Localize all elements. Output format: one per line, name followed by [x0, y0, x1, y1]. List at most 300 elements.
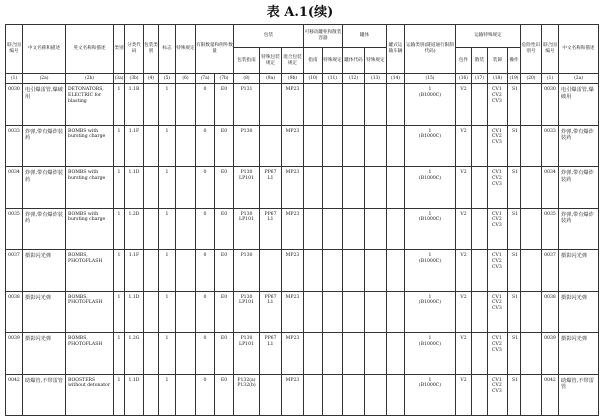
- column-number: (3b): [125, 74, 144, 84]
- cell-line: LP101: [239, 217, 254, 223]
- tank-special-cell: [323, 250, 343, 292]
- column-number: (13): [365, 74, 387, 84]
- classification-code-cell: 1.1D: [125, 374, 144, 416]
- limited-quantity-cell: 0: [196, 167, 215, 209]
- transport-category-cell-tc: 1: [428, 294, 432, 300]
- special-packages-cell: V2: [456, 374, 472, 416]
- cell-line: P130: [240, 170, 253, 175]
- chinese-name-cell: 摄影闪光弹: [23, 291, 66, 333]
- cell-line: CV3: [492, 140, 502, 146]
- tank-instruction-cell: [304, 291, 323, 333]
- tank-instruction-cell: [304, 125, 323, 167]
- chinese-name-repeat-cell: 助爆管,不带雷管: [559, 374, 599, 416]
- tank-instruction-cell: [304, 84, 323, 126]
- mixed-packing-cell: MP23: [282, 333, 304, 375]
- chinese-name-cell: 炸弹,带有爆炸装药: [23, 167, 66, 209]
- cell-line: CV3: [492, 389, 502, 395]
- special-operation-cell: S1: [508, 250, 521, 292]
- chinese-name-repeat-cell: 炸弹,带有爆炸装药: [559, 125, 599, 167]
- transport-category-cell: [405, 167, 456, 209]
- hazard-id-cell: [521, 333, 542, 375]
- tank-special-provision-cell: [365, 208, 387, 250]
- label-cell: 1: [159, 84, 176, 126]
- special-provisions-cell: [176, 167, 196, 209]
- cell-line: CV1: [492, 128, 502, 134]
- table-row: [6, 250, 599, 292]
- table-title: 表 A.1(续): [266, 5, 334, 20]
- transport-category-cell-tc: 1: [428, 377, 432, 383]
- special-packing-cell: [260, 125, 282, 167]
- header-un-number: 联合国编号: [6, 25, 23, 74]
- packing-instruction-cell: [234, 208, 260, 250]
- english-name-cell: BOMBS with bursting charge: [66, 125, 114, 167]
- english-name-cell: BOMBS, PHOTOFLASH: [66, 333, 114, 375]
- transport-category-cell-tc: 1: [428, 253, 432, 258]
- packing-instruction-cell: P131: [234, 84, 260, 126]
- header-bulk: 散装: [472, 48, 488, 74]
- column-number: (18): [488, 74, 508, 84]
- tank-instruction-cell: [304, 208, 323, 250]
- header-packaging: 包装: [234, 25, 304, 48]
- cell-line: CV2: [492, 300, 502, 306]
- transport-category-cell-tc: 1: [428, 128, 432, 134]
- special-provisions-cell: [176, 84, 196, 126]
- chinese-name-cell: 助爆管,不带雷管: [23, 374, 66, 416]
- classification-code-cell: 1.1F: [125, 125, 144, 167]
- limited-quantity-cell: 0: [196, 84, 215, 126]
- class-cell: 1: [114, 167, 125, 209]
- un-number-repeat-cell: 0039: [542, 333, 559, 375]
- column-number: (2a): [559, 74, 599, 84]
- transport-category-cell-tcode: (B1000C): [418, 258, 442, 264]
- special-packages-cell: V2: [456, 208, 472, 250]
- header-chinese-name-2: 中文名称和描述: [559, 25, 599, 74]
- label-cell: 1: [159, 250, 176, 292]
- column-number: (5): [159, 74, 176, 84]
- label-cell: 1: [159, 291, 176, 333]
- header-packages: 包件: [456, 48, 472, 74]
- transport-category-cell: [405, 374, 456, 416]
- special-bulk-cell: [472, 374, 488, 416]
- table-row: [6, 208, 599, 250]
- packing-instruction-cell: P130: [234, 125, 260, 167]
- excepted-quantity-cell: E0: [215, 84, 234, 126]
- special-provisions-cell: [176, 291, 196, 333]
- packing-group-cell: [144, 374, 159, 416]
- excepted-quantity-cell: E0: [215, 208, 234, 250]
- column-number: (20): [521, 74, 542, 84]
- cell-line: CV3: [492, 181, 502, 187]
- tank-special-provision-cell: [365, 374, 387, 416]
- chinese-name-repeat-cell: 摄影闪光弹: [559, 250, 599, 292]
- tank-special-provision-cell: [365, 167, 387, 209]
- tank-code-cell: [343, 291, 365, 333]
- special-loading-cell: [488, 84, 508, 126]
- mixed-packing-cell: MP23: [282, 250, 304, 292]
- chinese-name-repeat-cell: 摄影闪光弹: [559, 291, 599, 333]
- transport-category-cell: [405, 208, 456, 250]
- table-row: [6, 84, 599, 126]
- hazard-id-cell: [521, 374, 542, 416]
- header-tank-vehicle: 罐式运输车辆: [387, 25, 405, 74]
- special-operation-cell: S1: [508, 167, 521, 209]
- tank-instruction-cell: [304, 333, 323, 375]
- packing-group-cell: [144, 250, 159, 292]
- class-cell: 1: [114, 374, 125, 416]
- packing-instruction-cell: [234, 333, 260, 375]
- column-number: (3a): [114, 74, 125, 84]
- header-tank-special: 特殊规定: [323, 48, 343, 74]
- transport-category-cell-tcode: (B1000C): [418, 217, 442, 223]
- tank-special-provision-cell: [365, 333, 387, 375]
- special-bulk-cell: [472, 333, 488, 375]
- packing-instruction-cell: [234, 291, 260, 333]
- english-name-cell: BOMBS with bursting charge: [66, 167, 114, 209]
- tank-vehicle-cell: [387, 208, 405, 250]
- table-row: [6, 374, 599, 416]
- tank-vehicle-cell: [387, 333, 405, 375]
- transport-category-cell-tcode: (B1000C): [418, 134, 442, 140]
- label-cell: 1: [159, 333, 176, 375]
- cell-line: CV1: [492, 336, 502, 341]
- class-cell: 1: [114, 125, 125, 167]
- special-packing-cell: [260, 208, 282, 250]
- cell-line: L1: [267, 175, 274, 181]
- english-name-cell: BOMBS, PHOTOFLASH: [66, 291, 114, 333]
- chinese-name-cell: 炸弹,带有爆炸装药: [23, 208, 66, 250]
- tank-instruction-cell: [304, 250, 323, 292]
- transport-category-cell-tcode: (B1000C): [418, 175, 442, 181]
- column-number: (14): [387, 74, 405, 84]
- header-limited-quantities: 有限数量和例外数量: [196, 25, 234, 74]
- transport-category-cell-tcode: (B1000C): [418, 300, 442, 306]
- un-number-cell: 0039: [6, 333, 23, 375]
- cell-line: P132(a): [237, 377, 256, 383]
- special-provisions-cell: [176, 250, 196, 292]
- un-number-cell: 0037: [6, 250, 23, 292]
- classification-code-cell: 1.1D: [125, 291, 144, 333]
- class-cell: 1: [114, 208, 125, 250]
- column-number: (9a): [260, 74, 282, 84]
- excepted-quantity-cell: E0: [215, 291, 234, 333]
- chinese-name-repeat-cell: 炸弹,带有爆炸装药: [559, 167, 599, 209]
- cell-line: P132(b): [237, 383, 256, 389]
- header-special-provisions: 特殊规定: [176, 25, 196, 74]
- table-row: [6, 167, 599, 209]
- transport-category-cell: [405, 125, 456, 167]
- column-number: (10): [304, 74, 323, 84]
- un-number-cell: 0034: [6, 167, 23, 209]
- hazard-id-cell: [521, 167, 542, 209]
- special-bulk-cell: [472, 250, 488, 292]
- cell-line: CV3: [492, 223, 502, 229]
- english-name-cell: BOOSTERS without detonator: [66, 374, 114, 416]
- mixed-packing-cell: MP23: [282, 208, 304, 250]
- label-cell: 1: [159, 167, 176, 209]
- special-provisions-cell: [176, 125, 196, 167]
- cell-line: CV2: [492, 92, 502, 98]
- chinese-name-cell: 摄影闪光弹: [23, 333, 66, 375]
- column-number: (1): [6, 74, 23, 84]
- tank-code-cell: [343, 84, 365, 126]
- column-number: (7b): [215, 74, 234, 84]
- tank-special-cell: [323, 167, 343, 209]
- special-operation-cell: S1: [508, 333, 521, 375]
- cell-line: P130: [240, 336, 253, 341]
- special-provisions-cell: [176, 333, 196, 375]
- special-packages-cell: V2: [456, 84, 472, 126]
- header-tank-instructions: 指南: [304, 48, 323, 74]
- special-operation-cell: S1: [508, 125, 521, 167]
- cell-line: CV2: [492, 134, 502, 140]
- column-number: (12): [343, 74, 365, 84]
- chinese-name-repeat-cell: 电引爆雷管,爆破用: [559, 84, 599, 126]
- class-cell: 1: [114, 291, 125, 333]
- tank-instruction-cell: [304, 167, 323, 209]
- tank-special-provision-cell: [365, 125, 387, 167]
- limited-quantity-cell: 0: [196, 374, 215, 416]
- special-packages-cell: V2: [456, 167, 472, 209]
- column-number: (4): [144, 74, 159, 84]
- classification-code-cell: 1.1B: [125, 84, 144, 126]
- mixed-packing-cell: MP23: [282, 167, 304, 209]
- limited-quantity-cell: 0: [196, 250, 215, 292]
- tank-vehicle-cell: [387, 250, 405, 292]
- special-provisions-cell: [176, 208, 196, 250]
- transport-category-cell-tcode: (B1000C): [418, 92, 442, 98]
- tank-special-provision-cell: [365, 291, 387, 333]
- special-provisions-cell: [176, 374, 196, 416]
- un-number-repeat-cell: 0034: [542, 167, 559, 209]
- classification-code-cell: 1.1D: [125, 167, 144, 209]
- tank-special-cell: [323, 125, 343, 167]
- dangerous-goods-table: [5, 24, 599, 416]
- header-class: 类别: [114, 25, 125, 74]
- special-packing-cell: [260, 374, 282, 416]
- transport-category-cell: [405, 333, 456, 375]
- un-number-cell: 0033: [6, 125, 23, 167]
- label-cell: 1: [159, 125, 176, 167]
- cell-line: PP67: [264, 336, 277, 341]
- un-number-repeat-cell: 0042: [542, 374, 559, 416]
- cell-line: CV3: [492, 347, 502, 353]
- chinese-name-cell: 电引爆雷管,爆破用: [23, 84, 66, 126]
- cell-line: CV2: [492, 175, 502, 181]
- transport-category-cell-tcode: (B1000C): [418, 383, 442, 389]
- transport-category-cell: [405, 250, 456, 292]
- mixed-packing-cell: MP23: [282, 374, 304, 416]
- tank-code-cell: [343, 125, 365, 167]
- un-number-repeat-cell: 0035: [542, 208, 559, 250]
- cell-line: P130: [240, 211, 253, 217]
- chinese-name-cell: 摄影闪光弹: [23, 250, 66, 292]
- packing-group-cell: [144, 167, 159, 209]
- packing-group-cell: [144, 208, 159, 250]
- un-number-cell: 0030: [6, 84, 23, 126]
- column-number: (7a): [196, 74, 215, 84]
- packing-group-cell: [144, 84, 159, 126]
- special-packing-cell: [260, 167, 282, 209]
- cell-line: CV1: [492, 87, 502, 92]
- column-number: (2b): [66, 74, 114, 84]
- tank-special-cell: [323, 291, 343, 333]
- special-bulk-cell: [472, 167, 488, 209]
- special-loading-cell: [488, 374, 508, 416]
- classification-code-cell: 1.2G: [125, 333, 144, 375]
- cell-line: CV1: [492, 377, 502, 383]
- cell-line: PP67: [264, 211, 277, 217]
- header-loading: 装卸: [488, 48, 508, 74]
- column-number: (17): [472, 74, 488, 84]
- cell-line: CV3: [492, 306, 502, 312]
- packing-instruction-cell: P130: [234, 250, 260, 292]
- special-bulk-cell: [472, 208, 488, 250]
- special-loading-cell: [488, 333, 508, 375]
- tank-special-provision-cell: [365, 250, 387, 292]
- cell-line: CV2: [492, 383, 502, 389]
- label-cell: 1: [159, 374, 176, 416]
- cell-line: PP67: [264, 294, 277, 300]
- column-number: (11): [323, 74, 343, 84]
- limited-quantity-cell: 0: [196, 208, 215, 250]
- cell-line: CV2: [492, 258, 502, 264]
- special-loading-cell: [488, 125, 508, 167]
- transport-category-cell-tc: 1: [428, 170, 432, 175]
- class-cell: 1: [114, 250, 125, 292]
- header-packing-group: 包装类别: [144, 25, 159, 74]
- cell-line: CV3: [492, 98, 502, 104]
- header-un-number-2: 联合国编号: [542, 25, 559, 74]
- column-number: (19): [508, 74, 521, 84]
- special-packages-cell: V2: [456, 125, 472, 167]
- tank-instruction-cell: [304, 374, 323, 416]
- cell-line: LP101: [239, 175, 254, 181]
- cell-line: L1: [267, 300, 274, 306]
- excepted-quantity-cell: E0: [215, 374, 234, 416]
- label-cell: 1: [159, 208, 176, 250]
- special-operation-cell: S1: [508, 291, 521, 333]
- special-bulk-cell: [472, 291, 488, 333]
- tank-vehicle-cell: [387, 125, 405, 167]
- header-english-name: 英文名称和描述: [66, 25, 114, 74]
- english-name-cell: BOMBS, PHOTOFLASH: [66, 250, 114, 292]
- header-operation: 操作: [508, 48, 521, 74]
- cell-line: CV1: [492, 170, 502, 175]
- tank-special-provision-cell: [365, 84, 387, 126]
- header-special-packing: 特殊包装规定: [260, 48, 282, 74]
- transport-category-cell: [405, 84, 456, 126]
- limited-quantity-cell: 0: [196, 291, 215, 333]
- column-number-row: [6, 74, 599, 84]
- cell-line: L1: [267, 217, 274, 223]
- column-number: (8): [234, 74, 260, 84]
- packing-instruction-cell: [234, 167, 260, 209]
- limited-quantity-cell: 0: [196, 333, 215, 375]
- special-packing-cell: [260, 291, 282, 333]
- packing-instruction-cell: [234, 374, 260, 416]
- cell-line: LP101: [239, 300, 254, 306]
- packing-group-cell: [144, 125, 159, 167]
- header-transport-special: 运输特殊规定: [456, 25, 521, 48]
- special-operation-cell: S1: [508, 208, 521, 250]
- special-loading-cell: [488, 208, 508, 250]
- special-packing-cell: [260, 250, 282, 292]
- cell-line: CV1: [492, 211, 502, 217]
- un-number-repeat-cell: 0037: [542, 250, 559, 292]
- un-number-cell: 0038: [6, 291, 23, 333]
- special-packages-cell: V2: [456, 250, 472, 292]
- header-hazard-id: 危险性识别号: [521, 25, 542, 74]
- tank-special-cell: [323, 208, 343, 250]
- special-bulk-cell: [472, 84, 488, 126]
- tank-special-cell: [323, 84, 343, 126]
- excepted-quantity-cell: E0: [215, 250, 234, 292]
- header-transport-category: 运输类别(隧道通行限制代码): [405, 25, 456, 74]
- hazard-id-cell: [521, 125, 542, 167]
- tank-special-cell: [323, 374, 343, 416]
- cell-line: CV1: [492, 253, 502, 258]
- header-mixed-packing: 混合包装规定: [282, 48, 304, 74]
- un-number-cell: 0035: [6, 208, 23, 250]
- tank-vehicle-cell: [387, 84, 405, 126]
- header-chinese-name: 中文名称和描述: [23, 25, 66, 74]
- hazard-id-cell: [521, 208, 542, 250]
- excepted-quantity-cell: E0: [215, 167, 234, 209]
- un-number-cell: 0042: [6, 374, 23, 416]
- special-packages-cell: V2: [456, 333, 472, 375]
- classification-code-cell: 1.1F: [125, 250, 144, 292]
- column-number: (15): [405, 74, 456, 84]
- mixed-packing-cell: MP23: [282, 84, 304, 126]
- excepted-quantity-cell: E0: [215, 333, 234, 375]
- special-loading-cell: [488, 167, 508, 209]
- special-packages-cell: V2: [456, 291, 472, 333]
- hazard-id-cell: [521, 250, 542, 292]
- header-label: 标志: [159, 25, 176, 74]
- transport-category-cell: [405, 291, 456, 333]
- chinese-name-cell: 炸弹,带有爆炸装药: [23, 125, 66, 167]
- column-number: (9b): [282, 74, 304, 84]
- limited-quantity-cell: 0: [196, 125, 215, 167]
- special-loading-cell: [488, 291, 508, 333]
- hazard-id-cell: [521, 84, 542, 126]
- table-row: [6, 333, 599, 375]
- special-packing-cell: [260, 333, 282, 375]
- mixed-packing-cell: MP23: [282, 291, 304, 333]
- header-portable-tanks: 可移动罐柜和散装容器: [304, 25, 343, 48]
- english-name-cell: BOMBS with bursting charge: [66, 208, 114, 250]
- header-tank-code: 罐体代码: [343, 48, 365, 74]
- packing-group-cell: [144, 333, 159, 375]
- english-name-cell: DETONATORS, ELECTRIC for blasting: [66, 84, 114, 126]
- header-classification-code: 分类代码: [125, 25, 144, 74]
- un-number-repeat-cell: 0030: [542, 84, 559, 126]
- cell-line: LP101: [239, 341, 254, 347]
- tank-vehicle-cell: [387, 291, 405, 333]
- tank-code-cell: [343, 250, 365, 292]
- tank-vehicle-cell: [387, 374, 405, 416]
- tank-code-cell: [343, 208, 365, 250]
- tank-code-cell: [343, 333, 365, 375]
- chinese-name-repeat-cell: 炸弹,带有爆炸装药: [559, 208, 599, 250]
- un-number-repeat-cell: 0038: [542, 291, 559, 333]
- header-row-1: [6, 25, 599, 48]
- special-loading-cell: [488, 250, 508, 292]
- header-packing-instructions: 包装指南: [234, 48, 260, 74]
- column-number: (1): [542, 74, 559, 84]
- classification-code-cell: 1.2D: [125, 208, 144, 250]
- packing-group-cell: [144, 291, 159, 333]
